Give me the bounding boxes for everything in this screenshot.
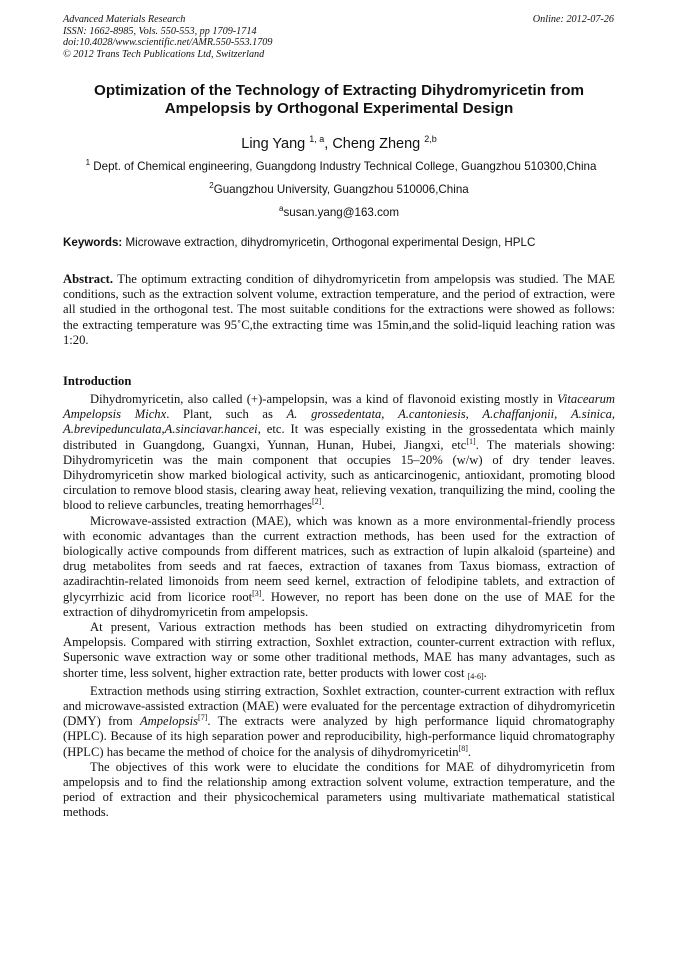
species-name: A.sinica: [570, 407, 612, 422]
text-run: .: [321, 498, 325, 513]
affiliation-1-text: Dept. of Chemical engineering, Guangdong Industry Technical College, Guangzhou 510300,China: [93, 160, 597, 173]
text-run: .: [483, 665, 487, 680]
affiliation-2-marker: 2: [209, 181, 214, 190]
text-run: Microwave-assisted extraction (MAE), which was known as a more environmental-friendly process with economic advantages than the current extraction methods, has been used for the extraction of biologically active compounds from different matrices, such as extraction of lupin alkaloid (sparteine) and drug metabolites from seeds and rat faeces, extraction of taxanes from Taxus biomass, extraction of azadirachtin-related limonoids from neem seed kernel, extraction of felodipine tablets, and extraction of glycyrrhizic acid from licorice root: [63, 513, 615, 604]
citation: [4-6]: [467, 671, 484, 681]
species-name: A. grossedentata: [286, 407, 382, 422]
intro-paragraph-3: [63, 620, 615, 684]
text-run: ,: [465, 407, 483, 422]
text-run: ,: [554, 407, 571, 422]
affiliation-1-marker: 1: [85, 158, 91, 167]
text-run: Extraction methods using stirring extraction, Soxhlet extraction, counter-current extraction with reflux and microwave-assisted extraction (MAE) were evaluated for the percentage extraction of dihydromyricetin (DMY) from: [63, 683, 615, 729]
intro-paragraph-4: [63, 684, 615, 760]
online-date: Online: 2012-07-26: [532, 14, 614, 25]
text-run: .: [467, 744, 472, 759]
author-separator: ,: [324, 136, 329, 152]
affiliation-2-text: Guangzhou University, Guangzhou 510006,China: [213, 183, 469, 196]
email-marker: a: [279, 204, 284, 213]
keywords: [63, 236, 623, 250]
keywords-label: Keywords:: [63, 236, 123, 249]
citation: [1]: [466, 436, 476, 446]
species-name: Vitacearum Ampelopsis Michx: [63, 392, 615, 422]
title-line-2: Ampelopsis by Orthogonal Experimental Design: [164, 100, 514, 117]
text-run: . The materials showing: Dihydromyricetin was the main component that occupies 15–20% (w/w) of dry tender leaves. Dihydromyricetin show marked biological activity, such as anticarcinogenic, antioxidant, promoting blood circulation to remove blood stasis, clearing away heat, relieving vexation, tranquilizing the mind, cooling the blood to relieve carbuncles, treating hemorrhages: [63, 437, 615, 513]
species-name: A.chaffanjonii: [482, 407, 555, 422]
introduction-heading: Introduction: [63, 374, 132, 388]
species-name: A.brevipedunculata,A.sinciavar.hancei: [63, 422, 258, 437]
species-name: A.cantoniesis: [398, 407, 466, 422]
text-run: ,: [611, 407, 616, 422]
text-run: . Plant, such as: [166, 407, 287, 422]
author-1-affil-marker: 1, a: [309, 134, 325, 144]
author-2-affil-marker: 2,b: [424, 134, 437, 144]
introduction-body: [63, 392, 615, 821]
affiliation-2: [0, 179, 678, 197]
species-name: Ampelopsis: [139, 714, 199, 729]
text-run: . The extracts were analyzed by high performance liquid chromatography (HPLC). Because of its high separation power and reproducibility, high-performance liquid chromatography (HPLC) has became the method of choice for the analysis of dihydromyricetin: [63, 714, 615, 759]
abstract-text: The optimum extracting condition of dihydromyricetin from ampelopsis was studied. The MAE conditions, such as the extraction solvent volume, extraction temperature, and the period of extraction, were all studied in the orthogonal test. The most suitable conditions for the extractions were showed as follows: the extracting temperature was 95˚C,the extracting time was 15min,and the solid-liquid leaching ration was 1:20.: [63, 272, 615, 347]
journal-name: Advanced Materials Research: [63, 14, 186, 25]
keywords-text: Microwave extraction, dihydromyricetin, Orthogonal experimental Design, HPLC: [125, 236, 536, 249]
title-line-1: Optimization of the Technology of Extracting Dihydromyricetin from: [94, 82, 584, 99]
citation: [2]: [311, 497, 322, 507]
intro-paragraph-2: [63, 514, 615, 620]
citation: [3]: [252, 588, 262, 598]
intro-paragraph-5: [63, 760, 615, 821]
citation: [8]: [458, 743, 468, 753]
email-text: susan.yang@163.com: [283, 206, 399, 219]
journal-issn: ISSN: 1662-8985, Vols. 550-553, pp 1709-1714: [63, 25, 257, 37]
abstract: [63, 272, 615, 348]
author-2-name: Cheng Zheng: [332, 136, 421, 152]
affiliation-1: [2, 156, 678, 174]
text-run: . However, no report has been done on the use of MAE for the extraction of dihydromyricetin from ampelopsis.: [63, 589, 615, 619]
text-run: The objectives of this work were to elucidate the conditions for MAE of dihydromyricetin from ampelopsis and to find the relationship among extraction solvent volume, extraction temperature, and the period of extraction and their physicochemical parameters using multivariate mathematical statistical methods.: [63, 759, 615, 820]
author-list: [0, 130, 678, 153]
author-email: [0, 202, 678, 220]
paper-title: [40, 82, 638, 118]
journal-copyright: © 2012 Trans Tech Publications Ltd, Switzerland: [63, 48, 265, 60]
abstract-label: Abstract.: [63, 272, 114, 286]
journal-doi: doi:10.4028/www.scientific.net/AMR.550-553.1709: [63, 37, 273, 48]
journal-header: [63, 14, 272, 60]
text-run: ,: [381, 407, 399, 422]
text-run: Dihydromyricetin, also called (+)-ampelopsin, was a kind of flavonoid existing mostly in: [90, 392, 558, 406]
text-run: , etc. It was especially existing in the grossedentata which mainly distributed in Guangdong, Guangxi, Yunnan, Hunan, Hubei, Jiangxi, etc: [63, 422, 615, 452]
text-run: At present, Various extraction methods has been studied on extracting dihydromyricetin from Ampelopsis. Compared with stirring extraction, Soxhlet extraction, counter-current extraction with reflux, Supersonic wave extraction way or some other traditional methods, MAE has many advantages, such as shorter time, less solvent, higher extraction rate, better products with lower cost: [63, 620, 615, 680]
citation: [7]: [198, 713, 208, 723]
intro-paragraph-1: [63, 392, 615, 514]
author-1-name: Ling Yang: [241, 136, 306, 152]
